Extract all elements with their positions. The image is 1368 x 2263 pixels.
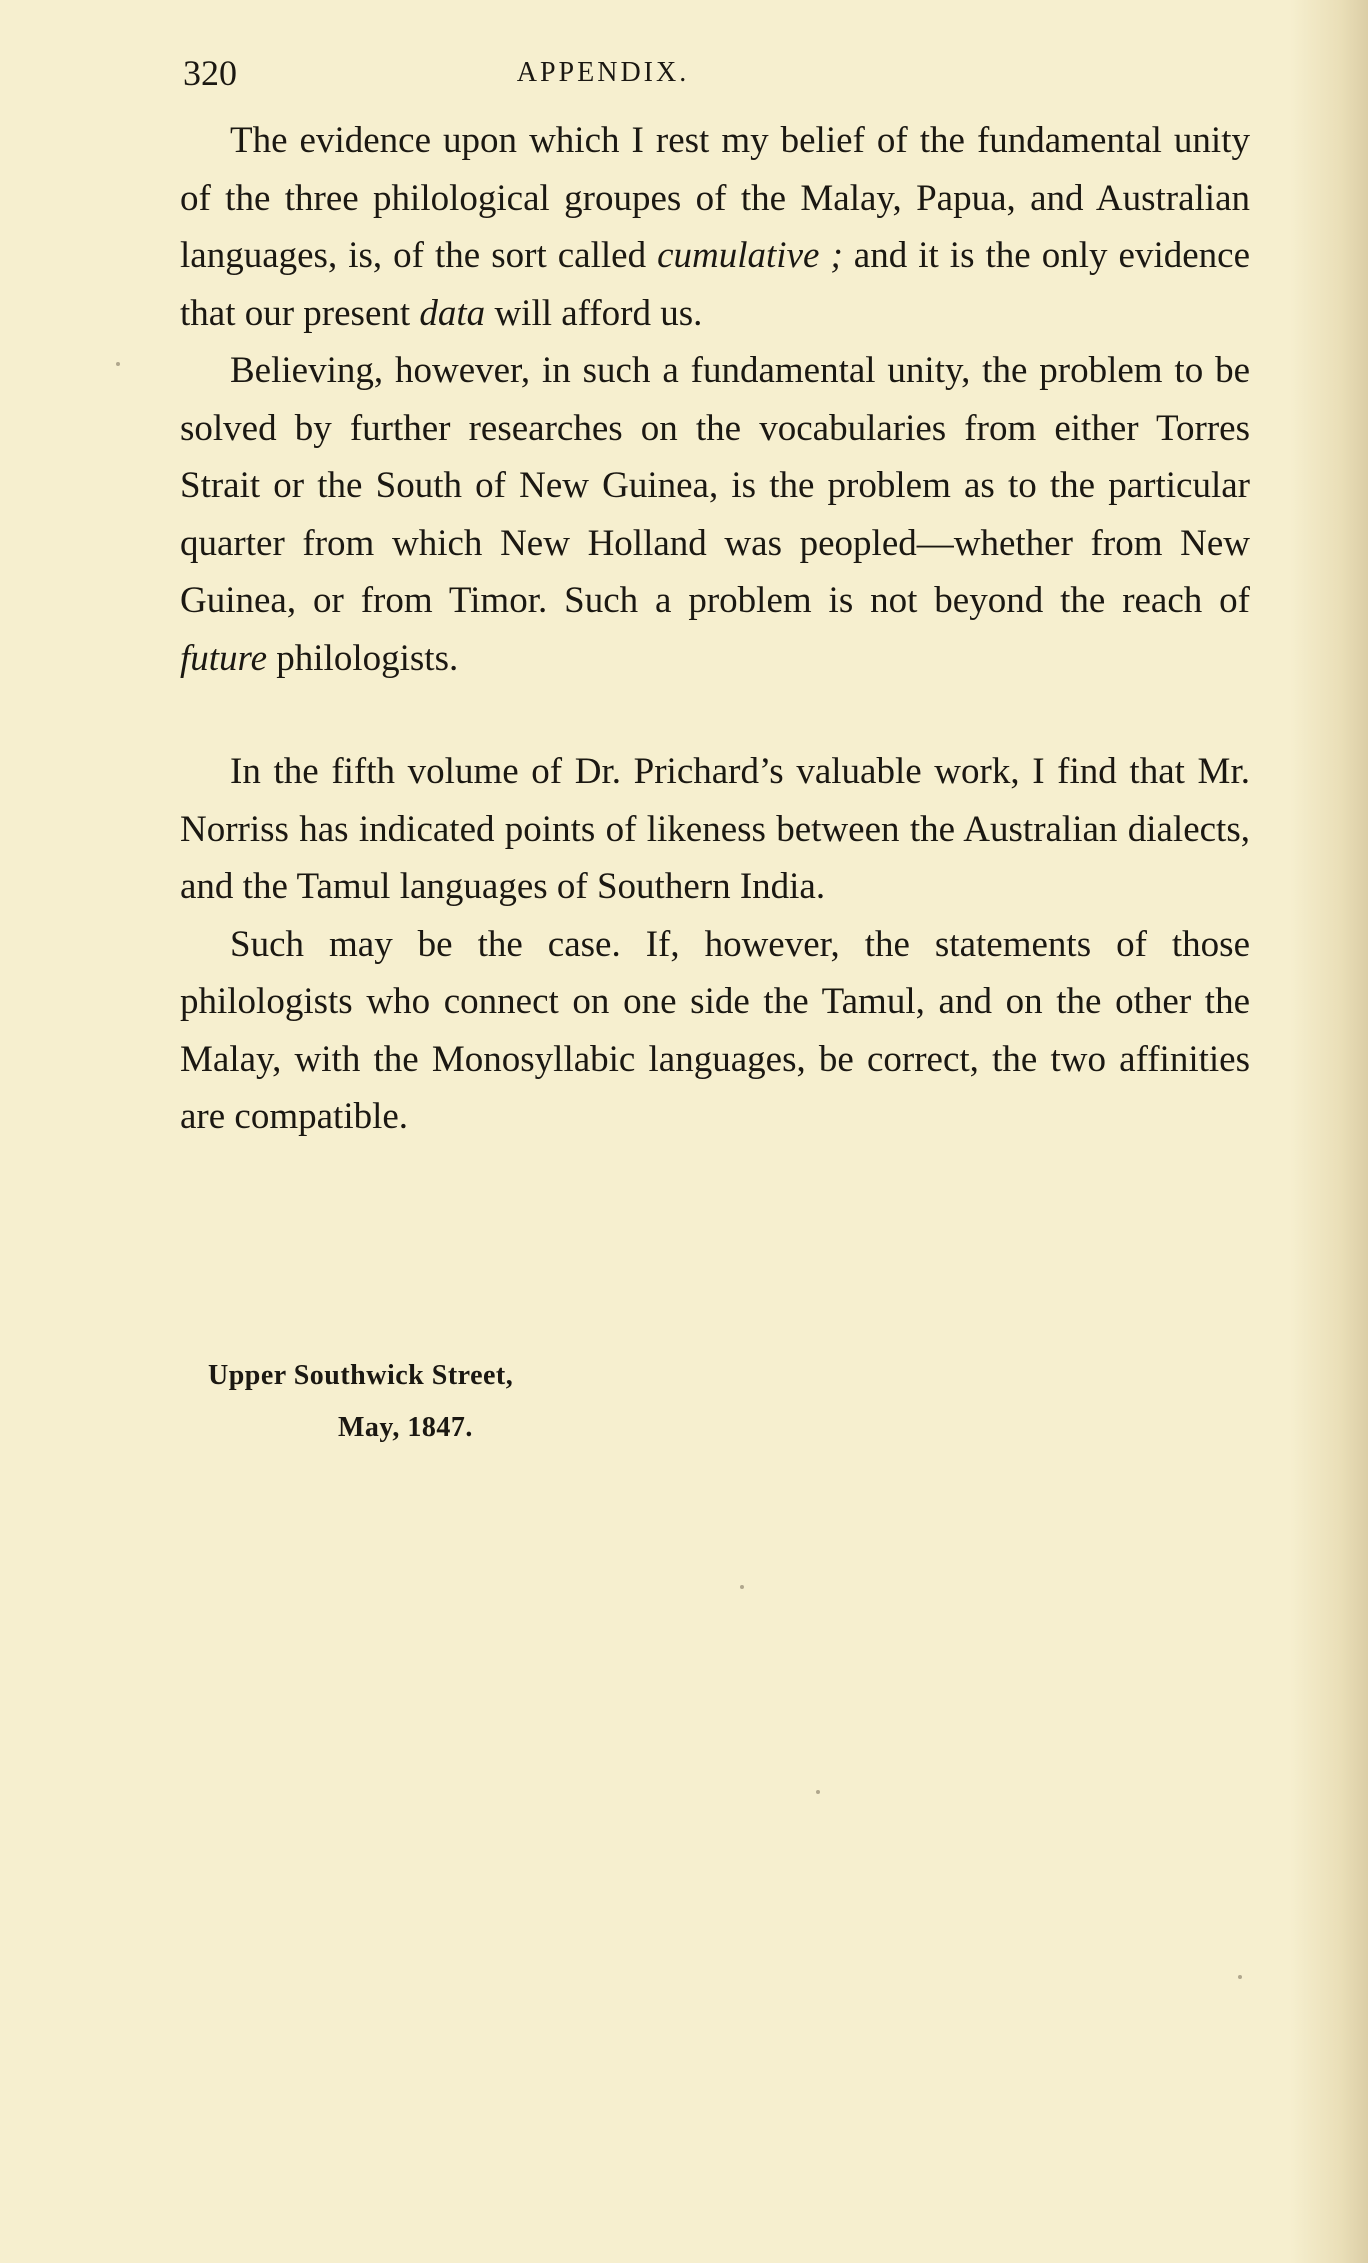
paragraph-such-may-be: Such may be the case. If, however, the statements of those philologists who connect on one side the Tamul, and on the other the Malay, with the Monosyllabic languages, be correct, the two affinities are compatible. (180, 923, 1250, 1137)
paragraph-text: The evidence upon which I rest my belief of the fundamental unity of the three philological groupes of the Malay, Papua, and Australian languages, is, of the sort called (180, 120, 1250, 276)
paper-speck (740, 1585, 744, 1589)
page-header (183, 48, 1243, 98)
paper-speck (816, 1790, 820, 1794)
signature-block (208, 1350, 513, 1454)
signature-place: Upper Southwick Street, (208, 1360, 514, 1391)
paper-speck (116, 362, 120, 366)
italic-term-cumulative: cumulative ; (657, 235, 843, 276)
paragraph-text: Believing, however, in such a fundamental unity, the problem to be solved by further researches on the vocabularies from either Torres Strait or the South of New Guinea, is the problem as to the particular quarter from which New Holland was peopled—whether from New Guinea, or from Timor. Such a problem is not beyond the reach of (180, 350, 1250, 621)
body-text (180, 112, 1250, 1146)
italic-term-future: future (180, 637, 268, 679)
paragraph-believing (180, 342, 1250, 687)
paragraph-text: philologists. (267, 637, 459, 679)
paragraph-prichard: In the fifth volume of Dr. Prichard’s valuable work, I find that Mr. Norriss has indicated points of likeness between the Australian dialects, and the Tamul languages of Southern India. (180, 751, 1250, 907)
paper-speck (1238, 1975, 1242, 1979)
paragraph-text: and it is the only evidence that our present (180, 235, 1250, 334)
page-number: 320 (183, 53, 237, 93)
paragraph-text: will afford us. (485, 292, 703, 334)
signature-date: May, 1847. (338, 1412, 473, 1443)
running-head: APPENDIX. (516, 57, 690, 88)
paragraph-evidence (180, 112, 1250, 342)
italic-term-data: data (419, 292, 486, 334)
